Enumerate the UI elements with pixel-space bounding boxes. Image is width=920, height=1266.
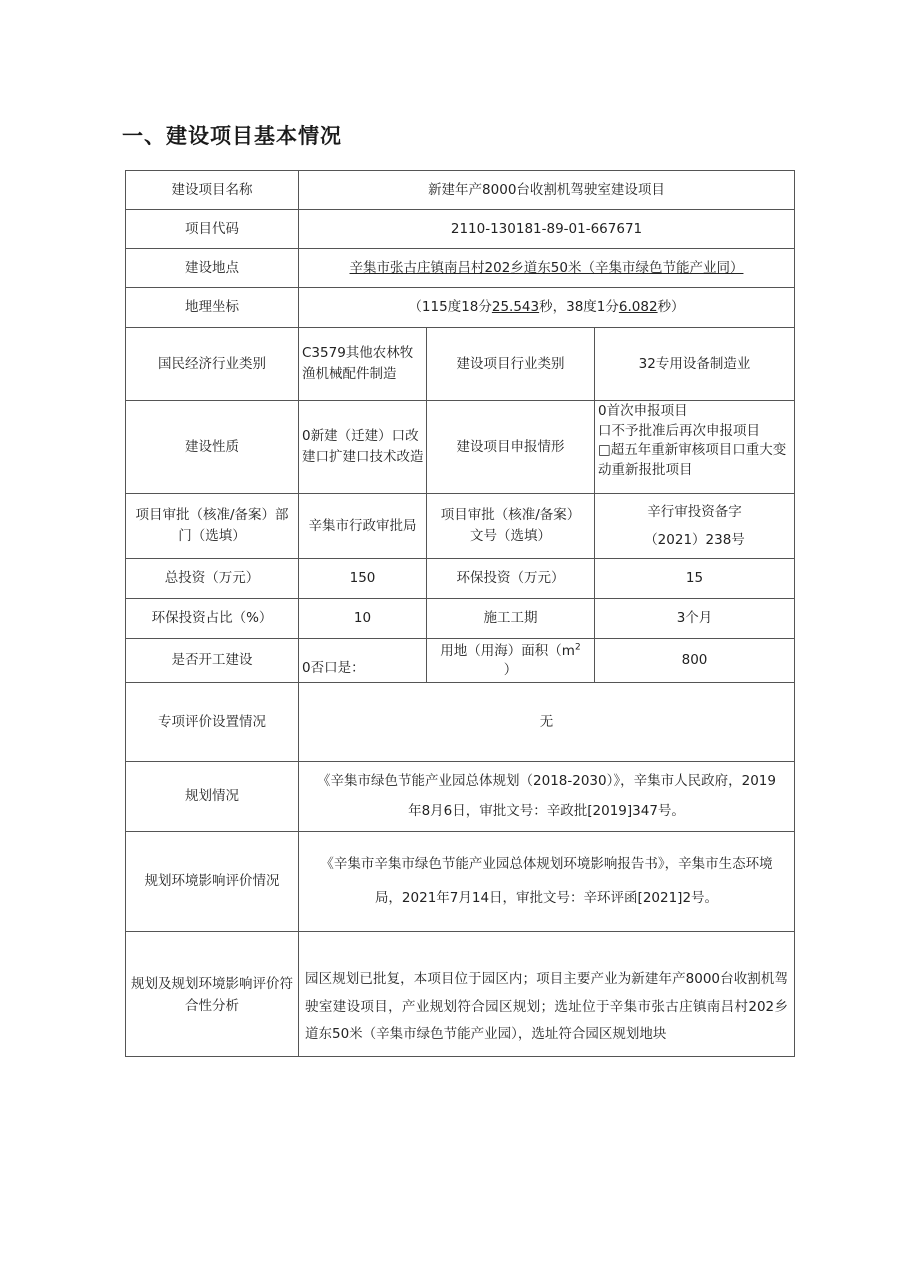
value-conformity: 园区规划已批复，本项目位于园区内；项目主要产业为新建年产8000台收割机驾驶室建设项目，产业规划符合园区规划；选址位于辛集市张古庄镇南吕村202乡道东50米（辛集市绿色节能产业园），选址符合园区规划地块 <box>305 971 788 1043</box>
label-env-investment: 环保投资（万元） <box>426 558 595 599</box>
value-project-name: 新建年产8000台收割机驾驶室建设项目 <box>298 170 795 210</box>
label-planning: 规划情况 <box>125 761 299 832</box>
value-location: 辛集市张古庄镇南吕村202乡道东50米（辛集市绿色节能产业同） <box>349 259 744 276</box>
value-special-eval: 无 <box>298 682 795 762</box>
label-special-eval: 专项评价设置情况 <box>125 682 299 762</box>
value-planning: 《辛集市绿色节能产业园总体规划（2018-2030）》，辛集市人民政府，2019年8月6日，审批文号：辛政批[2019]347号。 <box>317 772 776 819</box>
label-approval-no: 项目审批（核准/备案）文号（选填） <box>426 493 595 559</box>
value-industry: C3579其他农林牧渔机械配件制造 <box>298 327 427 401</box>
value-declaration <box>594 400 795 494</box>
value-planning-eia: 《辛集市辛集市绿色节能产业园总体规划环境影响报告书》，辛集市生态环境局，2021年7月14日，审批文号：辛环评函[2021]2号。 <box>320 856 773 906</box>
label-coords: 地理坐标 <box>125 287 299 328</box>
label-approval-dept: 项目审批（核准/备案）部门（选填） <box>125 493 299 559</box>
label-conformity: 规划及规划环境影响评价符合性分析 <box>125 931 299 1057</box>
value-approval-dept: 辛集市行政审批局 <box>298 493 427 559</box>
value-total-investment: 150 <box>298 558 427 599</box>
value-conformity-cell <box>298 931 795 1057</box>
value-env-investment: 15 <box>594 558 795 599</box>
declaration-option-2: 口不予批准后再次申报项目 <box>598 422 760 439</box>
label-project-industry: 建设项目行业类别 <box>426 327 595 401</box>
value-approval-no <box>594 493 795 559</box>
label-location: 建设地点 <box>125 248 299 288</box>
land-area-label-a: 用地（用海）面积（m <box>440 642 575 659</box>
land-area-sup: 2 <box>574 642 581 653</box>
coords-seconds-lon: 25.543 <box>491 299 540 316</box>
value-project-code: 2110-130181-89-01-667671 <box>298 209 795 249</box>
label-declaration: 建设项目申报情形 <box>426 400 595 494</box>
label-env-ratio: 环保投资占比（%） <box>125 598 299 639</box>
label-started: 是否开工建设 <box>125 638 299 683</box>
coords-part1: （115度18分 <box>408 299 492 316</box>
project-info-table <box>125 170 795 1057</box>
section-title: 一、建设项目基本情况 <box>122 124 342 148</box>
value-construction-period: 3个月 <box>594 598 795 639</box>
label-nature: 建设性质 <box>125 400 299 494</box>
label-industry: 国民经济行业类别 <box>125 327 299 401</box>
label-project-name: 建设项目名称 <box>125 170 299 210</box>
approval-no-line2: （2021）238号 <box>644 532 745 548</box>
value-planning-eia-cell <box>298 831 795 932</box>
value-project-industry: 32专用设备制造业 <box>594 327 795 401</box>
coords-seconds-lat: 6.082 <box>618 299 658 316</box>
label-total-investment: 总投资（万元） <box>125 558 299 599</box>
declaration-option-3: □超五年重新审核项目口重大变动重新报批项目 <box>598 442 787 478</box>
value-started: 0否口是： <box>298 638 427 683</box>
value-nature: 0新建（迁建）口改建口扩建口技术改造 <box>298 400 427 494</box>
value-coords <box>298 287 795 328</box>
value-land-area: 800 <box>594 638 795 683</box>
value-env-ratio: 10 <box>298 598 427 639</box>
value-location-cell <box>298 248 795 288</box>
coords-part3: 秒，38度1分 <box>539 299 619 316</box>
label-construction-period: 施工工期 <box>426 598 595 639</box>
declaration-option-1: 0首次申报项目 <box>598 403 688 419</box>
coords-part5: 秒） <box>657 299 685 316</box>
label-planning-eia: 规划环境影响评价情况 <box>125 831 299 932</box>
label-land-area <box>426 638 595 683</box>
label-project-code: 项目代码 <box>125 209 299 249</box>
land-area-label-b: ） <box>503 661 518 678</box>
approval-no-line1: 辛行审投资备字 <box>647 503 742 520</box>
value-planning-cell <box>298 761 795 832</box>
